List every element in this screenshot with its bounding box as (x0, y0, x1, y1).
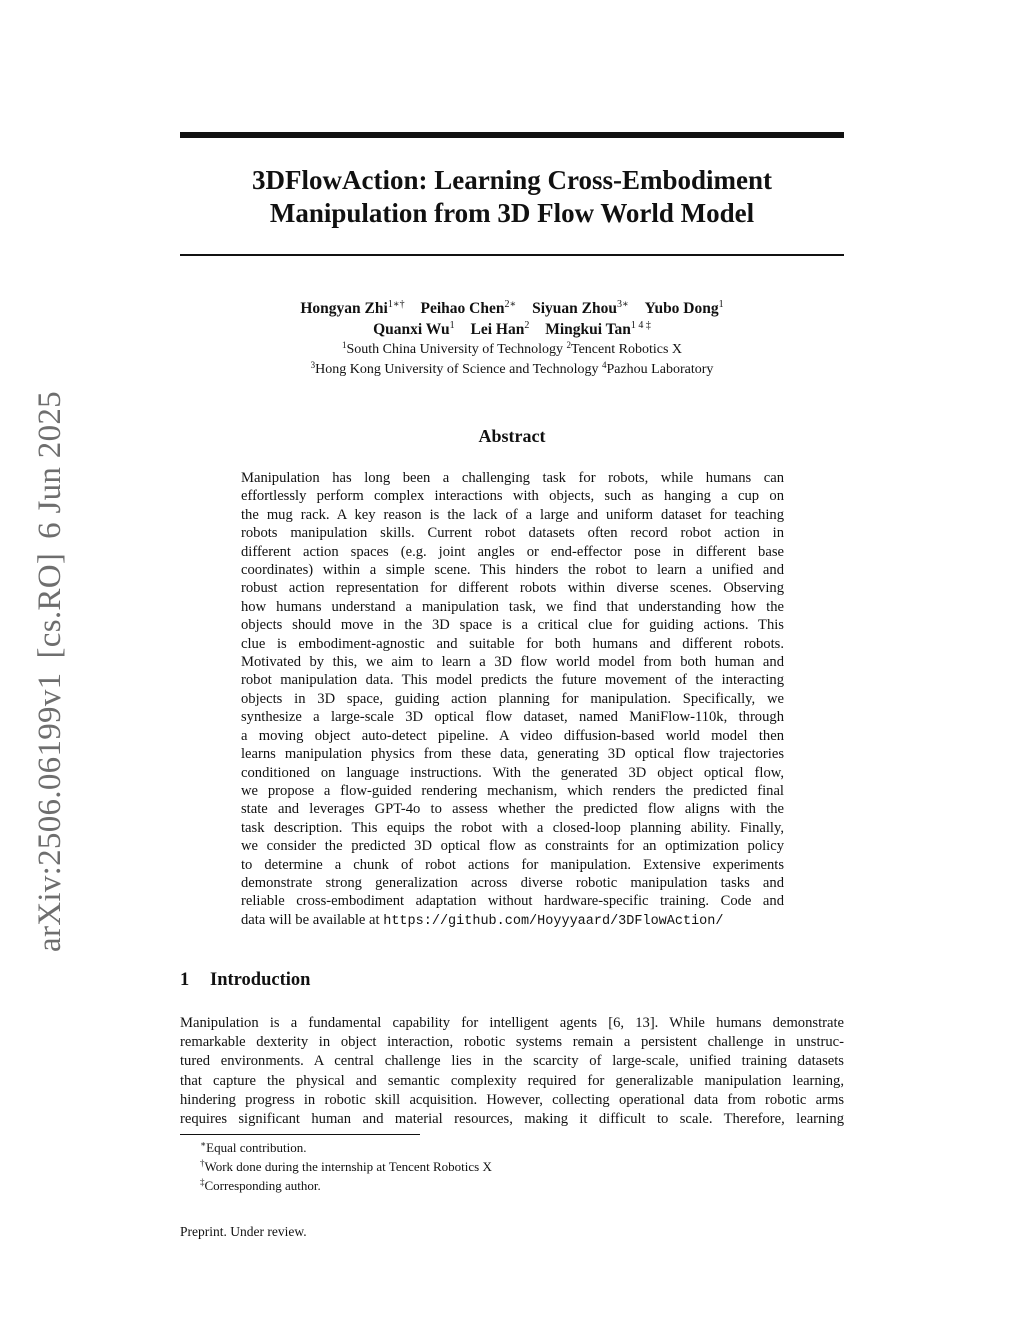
title-line-1: 3DFlowAction: Learning Cross-Embodiment (251, 165, 772, 195)
affiliation-line-2: $^3$Hong Kong University of Science and Technology $^4$Pazhou Laboratory (310, 360, 714, 377)
title-bottom-rule (180, 254, 844, 256)
author: Yubo Dong$^1$ (644, 299, 724, 317)
arxiv-stamp (32, 377, 69, 952)
affiliation-line-1: $^1$South China University of Technology $^2$Tencent Robotics X (341, 340, 683, 357)
introduction-body: Manipulation is a fundamental capability for intelligent agents [6, 13]. While humans demonstrate remarkable dexterity in object interaction, robotic systems remain a persistent challenge in unstruc- tured environments. A central challenge lies in the scarcity of large-scale, unified training datasets that capture the physical and semantic complexity required for generalizable manipulation learning, hindering progress in robotic skill acquisition. However, collecting operational data from robotic arms requires significant human and material resources, making it difficult to scale. Therefore, learning (180, 1015, 844, 1128)
abstract-heading: Abstract (478, 426, 546, 446)
footnote: ∗Equal contribution. (200, 1139, 307, 1155)
code-link[interactable]: https://github.com/Hoyyyaard/3DFlowAction/ (383, 913, 724, 929)
abstract-body: Manipulation has long been a challenging task for robots, while humans can effortlessly perform complex interactions with objects, such as hanging a cup on the mug rack. A key reason is the lack of a large and uniform dataset for teaching robots manipulation skills. Current robot datasets often record robot action in different action spaces (e.g. joint angles or end-effector pose in different base coordinates) within a simple scene. This hinders the robot to learn a unified and robust action representation for different robots within diverse scenes. Observing how humans understand a manipulation task, we find that understanding how the objects should move in the 3D space is a critical clue for guiding actions. This clue is embodiment-agnostic and suitable for both humans and different robots. Motivated by this, we aim to learn a 3D flow world model from both human and robot manipulation data. This model predicts the future movement of the interacting objects in 3D space, guiding action planning for manipulation. Specifically, we synthesize a large-scale 3D optical flow dataset, named ManiFlow-110k, through a moving object auto-detect pipeline. A video diffusion-based world model then learns manipulation physics from these data, generating 3D optical flow trajectories conditioned on language instructions. With the generated 3D object optical flow, we propose a flow-guided rendering mechanism, which renders the predicted final state and leverages GPT-4o to assess whether the predicted flow aligns with the task description. This equips the robot with a closed-loop planning ability. Finally, we consider the predicted 3D optical flow as constraints for an optimization policy to determine a chunk of robot actions for manipulation. Extensive experiments demonstrate strong generalization across diverse robotic manipulation tasks and reliable cross-embodiment adaptation without hardware-specific training. Code and data will be available at https://github.com/Hoyyyaard/3DFlowAction/ (241, 469, 784, 931)
footnote: †Work done during the internship at Tencent Robotics X (200, 1158, 492, 1174)
preprint-note: Preprint. Under review. (180, 1224, 307, 1239)
footnotes (200, 1138, 492, 1195)
footnote-rule (180, 1134, 420, 1135)
author: Mingkui Tan$^{1 4 \ddagger}$ (545, 320, 651, 338)
title-line-2: Manipulation from 3D Flow World Model (269, 198, 755, 228)
author: Siyuan Zhou$^{3∗}$ (532, 299, 629, 317)
arxiv-date: 6 Jun 2025 (32, 391, 68, 539)
author: Peihao Chen$^{2∗}$ (420, 299, 517, 317)
footnote: ‡Corresponding author. (200, 1177, 321, 1193)
author-block (180, 298, 844, 380)
abstract-last-line: data will be available at https://github.com/Hoyyyaard/3DFlowAction/ (241, 911, 724, 929)
author: Hongyan Zhi$^{1∗\dagger}$ (300, 299, 405, 317)
author: Quanxi Wu$^1$ (373, 320, 455, 338)
arxiv-id: arXiv:2506.06199v1 (32, 672, 68, 952)
section-heading-introduction: 1 Introduction (180, 970, 311, 990)
author-line-1 (180, 298, 844, 319)
title-top-rule (180, 132, 844, 138)
author-line-2 (180, 319, 844, 340)
arxiv-category: [cs.RO] (32, 552, 68, 659)
paper-title (180, 164, 844, 230)
author: Lei Han$^2$ (470, 320, 530, 338)
